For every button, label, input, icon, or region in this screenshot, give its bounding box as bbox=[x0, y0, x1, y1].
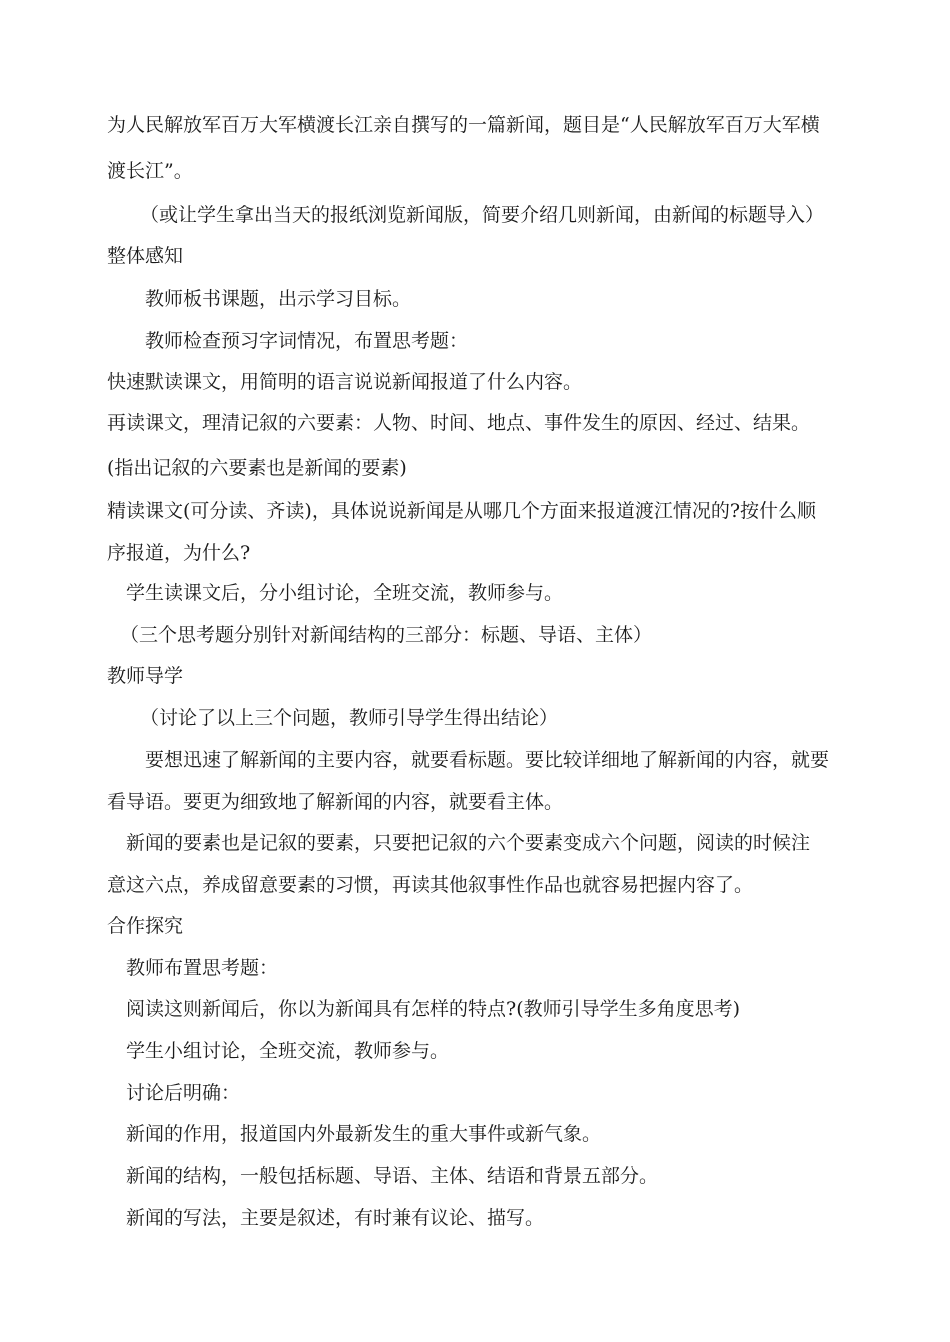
text-line: 序报道，为什么? bbox=[107, 542, 251, 564]
text-line: 要想迅速了解新闻的主要内容，就要看标题。要比较详细地了解新闻的内容，就要 bbox=[145, 749, 830, 771]
text-line: 学生小组讨论，全班交流，教师参与。 bbox=[126, 1040, 450, 1062]
text-line: 教师布置思考题： bbox=[126, 957, 279, 979]
text-line: 渡长江”。 bbox=[107, 160, 193, 182]
text-line: （三个思考题分别针对新闻结构的三部分：标题、导语、主体） bbox=[120, 624, 653, 646]
text-line: 新闻的要素也是记叙的要素，只要把记叙的六个要素变成六个问题，阅读的时候注 bbox=[126, 832, 811, 854]
text-line: 阅读这则新闻后，你以为新闻具有怎样的特点?(教师引导学生多角度思考) bbox=[126, 998, 741, 1020]
text-line: 讨论后明确： bbox=[126, 1082, 241, 1104]
section-heading: 合作探究 bbox=[107, 915, 184, 937]
text-line: 意这六点，养成留意要素的习惯，再读其他叙事性作品也就容易把握内容了。 bbox=[107, 874, 754, 896]
text-line: 为人民解放军百万大军横渡长江亲自撰写的一篇新闻，题目是“人民解放军百万大军横 bbox=[107, 114, 820, 136]
text-line: 学生读课文后，分小组讨论，全班交流，教师参与。 bbox=[126, 582, 564, 604]
text-line: 看导语。要更为细致地了解新闻的内容，就要看主体。 bbox=[107, 791, 564, 813]
text-line: 新闻的作用，报道国内外最新发生的重大事件或新气象。 bbox=[126, 1123, 602, 1145]
text-line: 教师检查预习字词情况，布置思考题： bbox=[145, 330, 469, 352]
text-line: 快速默读课文，用简明的语言说说新闻报道了什么内容。 bbox=[107, 371, 583, 393]
text-line: (指出记叙的六要素也是新闻的要素) bbox=[107, 457, 407, 479]
text-line: 新闻的结构，一般包括标题、导语、主体、结语和背景五部分。 bbox=[126, 1165, 659, 1187]
text-line: 教师板书课题，出示学习目标。 bbox=[145, 288, 412, 310]
text-line: 精读课文(可分读、齐读)，具体说说新闻是从哪几个方面来报道渡江情况的?按什么顺 bbox=[107, 500, 817, 522]
text-line: 新闻的写法，主要是叙述，有时兼有议论、描写。 bbox=[126, 1207, 545, 1229]
section-heading: 教师导学 bbox=[107, 665, 184, 687]
text-line: （或让学生拿出当天的报纸浏览新闻版，简要介绍几则新闻，由新闻的标题导入） bbox=[140, 204, 825, 226]
section-heading: 整体感知 bbox=[107, 245, 184, 267]
text-line: 再读课文，理清记叙的六要素：人物、时间、地点、事件发生的原因、经过、结果。 bbox=[107, 412, 811, 434]
text-line: （讨论了以上三个问题，教师引导学生得出结论） bbox=[140, 707, 559, 729]
